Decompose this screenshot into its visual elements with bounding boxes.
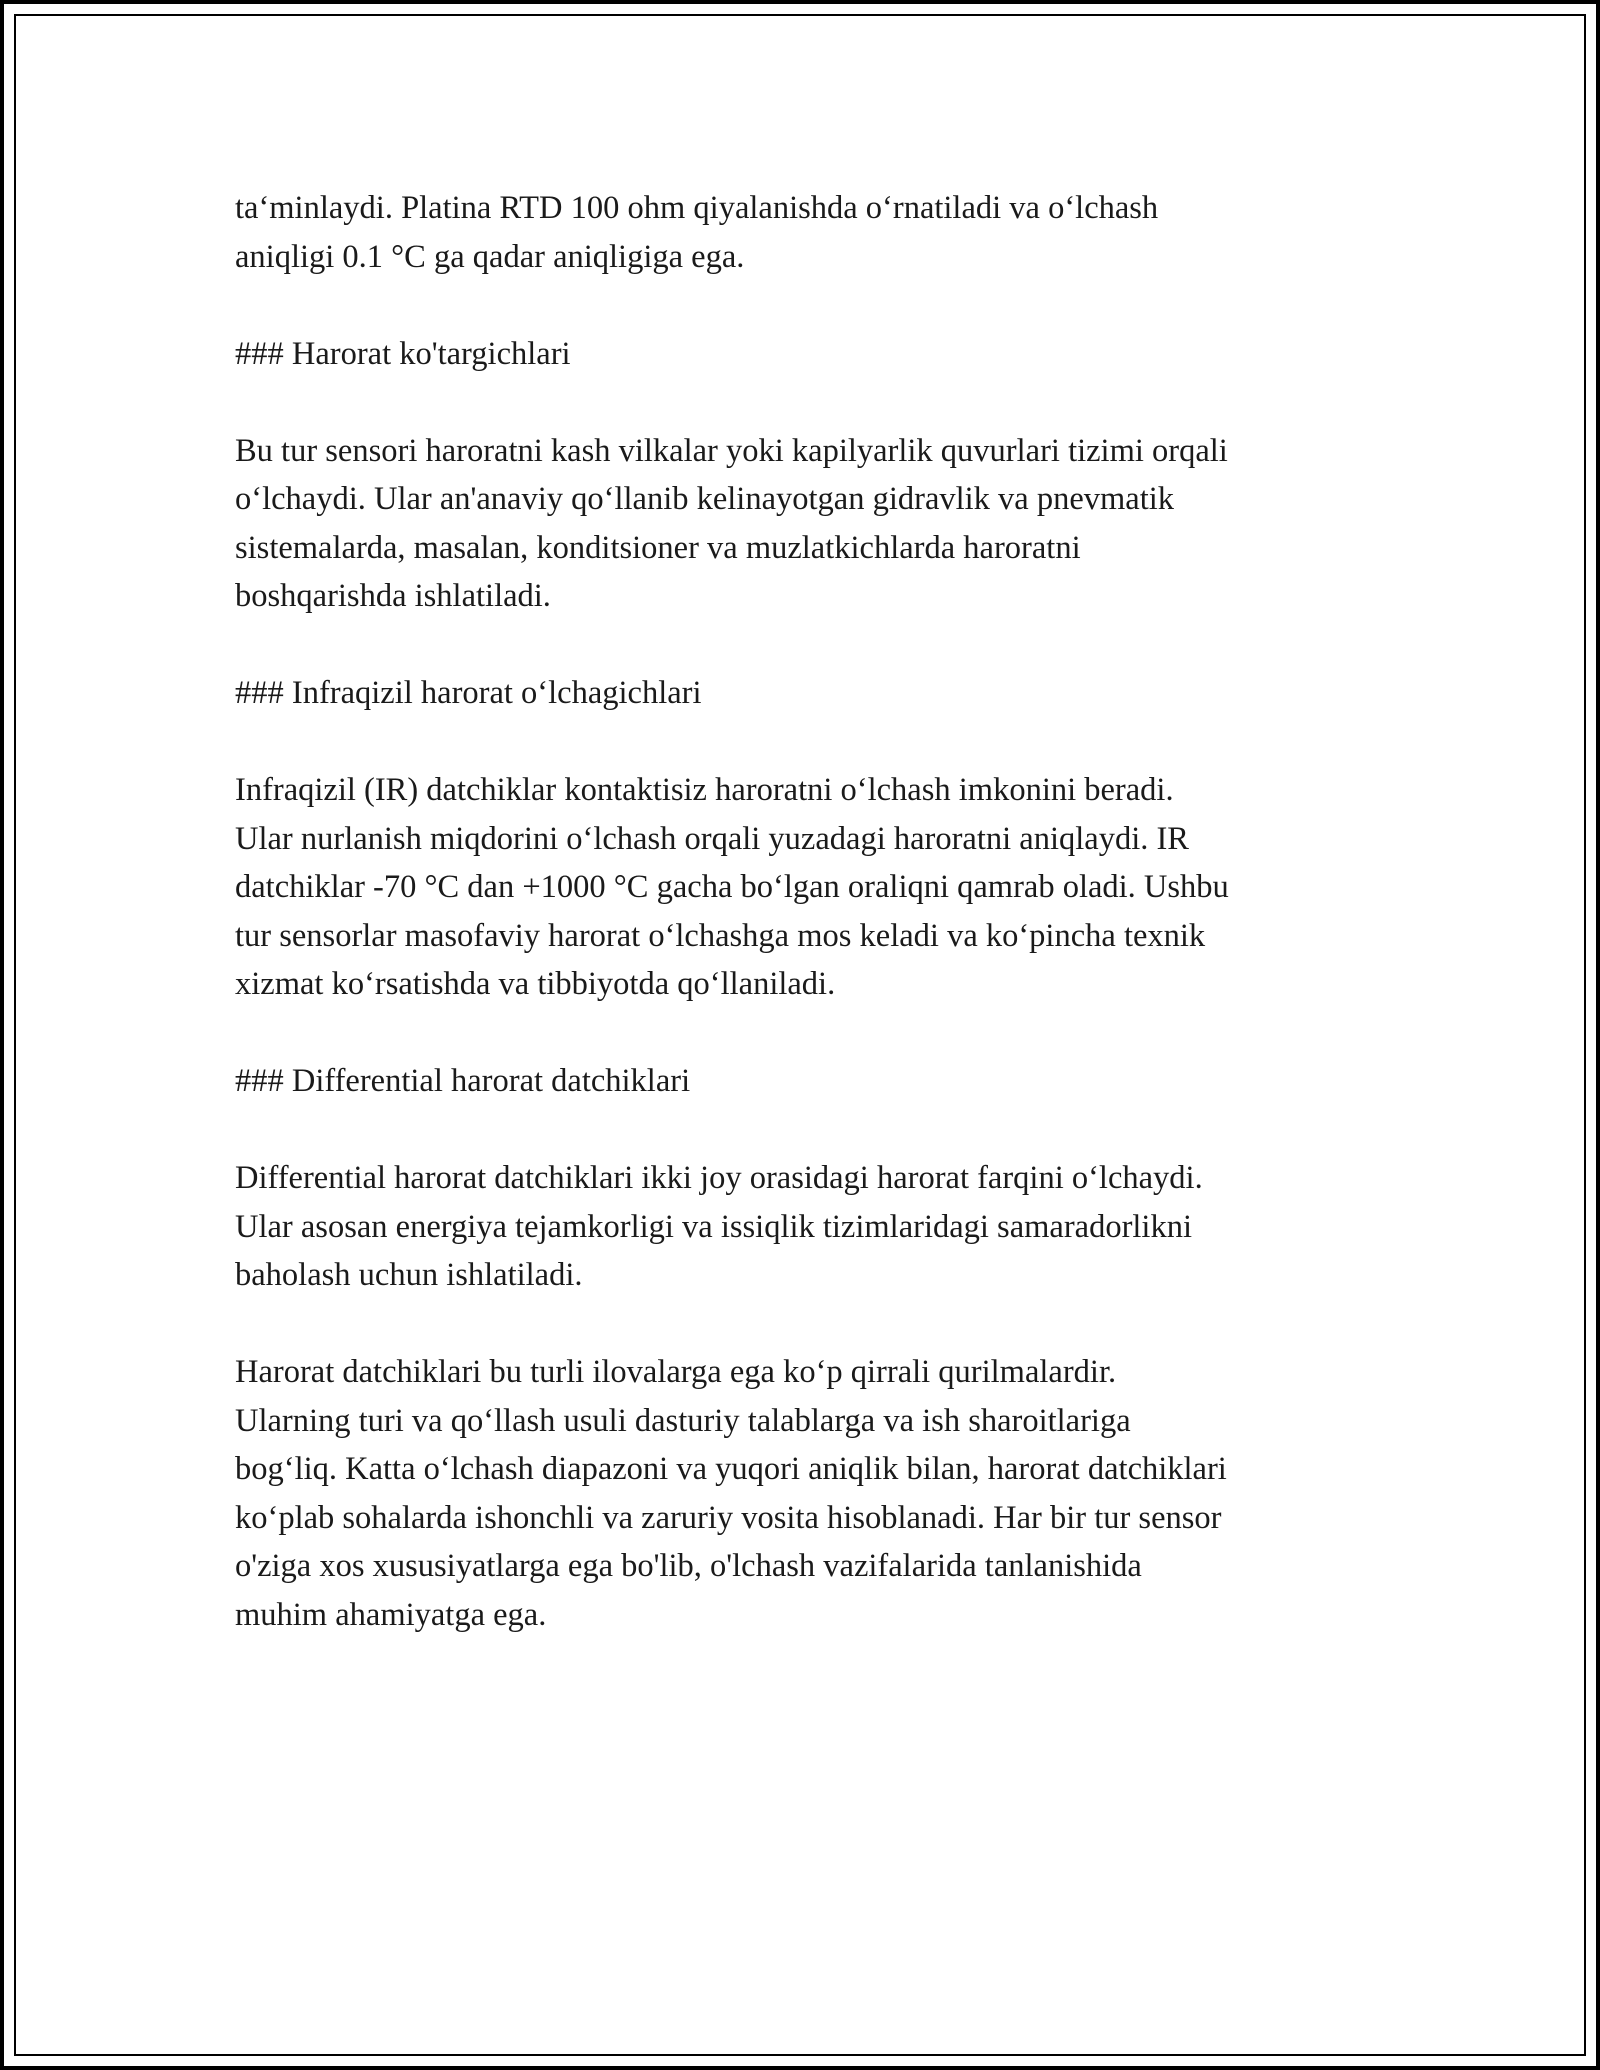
text-line: datchiklar -70 °C dan +1000 °C gacha bo‘lgan oraliqni qamrab oladi. Ushbu [235, 869, 1229, 905]
text-line: aniqligi 0.1 °C ga qadar aniqligiga ega. [235, 238, 745, 275]
block-spacer [235, 1300, 1375, 1349]
text-line: Ularning turi va qo‘llash usuli dasturiy talablarga va ish sharoitlariga [235, 1402, 1131, 1439]
paragraph [235, 184, 1375, 281]
text-line: Ular nurlanish miqdorini o‘lchash orqali yuzadagi haroratni aniqlaydi. IR [235, 820, 1189, 857]
text-line: ### Harorat ko'targichlari [235, 335, 571, 372]
text-line: ### Differential harorat datchiklari [235, 1063, 691, 1099]
text-line: xizmat ko‘rsatishda va tibbiyotda qo‘llaniladi. [235, 966, 836, 1002]
block-spacer [235, 1106, 1375, 1155]
text-line: o'ziga xos xususiyatlarga ega bo'lib, o'lchash vazifalarida tanlanishida [235, 1548, 1142, 1584]
text-line: tur sensorlar masofaviy harorat o‘lchashga mos keladi va ko‘pincha texnik [235, 917, 1206, 954]
text-line: sistemalarda, masalan, konditsioner va muzlatkichlarda haroratni [235, 529, 1081, 566]
paragraph [235, 766, 1375, 1009]
text-line: boshqarishda ishlatiladi. [235, 578, 551, 614]
text-line: Bu tur sensori haroratni kash vilkalar yoki kapilyarlik quvurlari tizimi orqali [235, 432, 1228, 469]
paragraph [235, 1348, 1375, 1639]
document-body [235, 184, 1375, 1639]
text-line: o‘lchaydi. Ular an'anaviy qo‘llanib kelinayotgan gidravlik va pnevmatik [235, 481, 1175, 517]
text-line: Ular asosan energiya tejamkorligi va issiqlik tizimlaridagi samaradorlikni [235, 1208, 1192, 1245]
block-spacer [235, 1009, 1375, 1058]
text-line: bog‘liq. Katta o‘lchash diapazoni va yuqori aniqlik bilan, harorat datchiklari [235, 1451, 1227, 1487]
block-spacer [235, 718, 1375, 767]
text-line: ko‘plab sohalarda ishonchli va zaruriy vosita hisoblanadi. Har bir tur sensor [235, 1499, 1222, 1536]
text-line: Infraqizil (IR) datchiklar kontaktisiz haroratni o‘lchash imkonini beradi. [235, 772, 1174, 808]
block-spacer [235, 378, 1375, 427]
text-line: ### Infraqizil harorat o‘lchagichlari [235, 675, 702, 711]
paragraph [235, 427, 1375, 621]
section-heading [235, 669, 1375, 718]
paragraph [235, 1154, 1375, 1300]
block-spacer [235, 281, 1375, 330]
text-line: Differential harorat datchiklari ikki joy orasidagi harorat farqini o‘lchaydi. [235, 1160, 1203, 1196]
block-spacer [235, 621, 1375, 670]
section-heading [235, 1057, 1375, 1106]
text-line: Harorat datchiklari bu turli ilovalarga ega ko‘p qirrali qurilmalardir. [235, 1354, 1117, 1390]
text-line: muhim ahamiyatga ega. [235, 1596, 547, 1633]
text-line: baholash uchun ishlatiladi. [235, 1257, 583, 1293]
text-line: ta‘minlaydi. Platina RTD 100 ohm qiyalanishda o‘rnatiladi va o‘lchash [235, 190, 1159, 226]
section-heading [235, 330, 1375, 379]
